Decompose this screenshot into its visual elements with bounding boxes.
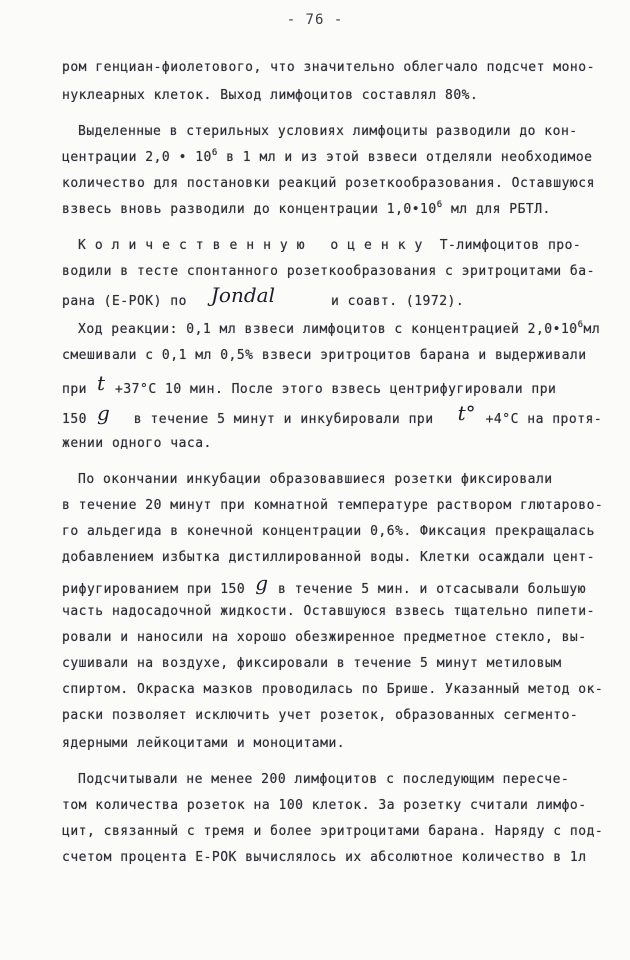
text-line: смешивали с 0,1 мл 0,5% взвеси эритроцитов барана и выдерживали <box>62 348 587 363</box>
text-line <box>62 283 602 310</box>
text-line: количество для постановки реакций розеткообразования. Оставшуюся <box>62 176 595 191</box>
text-fragment: взвесь вновь разводили до концентрации 1,0•10 <box>62 202 437 217</box>
text-fragment: и соавт. (1972). <box>330 294 465 309</box>
text-line: ром генциан-фиолетового, что значительно облегчало подсчет моно- <box>62 60 595 75</box>
text-line: том количества розеток на 100 клеток. За розетку считали лимфо- <box>62 798 587 813</box>
handwritten-symbol: g <box>255 571 268 595</box>
text-line <box>62 571 602 598</box>
handwritten-name: Jondal <box>210 283 275 307</box>
text-line: Выделенные в стерильных условиях лимфоциты разводили до кон- <box>78 124 578 139</box>
text-line: цит, связанный с тремя и более эритроцитами барана. Наряду с под- <box>62 824 604 839</box>
text-line: го альдегида в конечной концентрации 0,6%. Фиксация прекращалась <box>62 524 595 539</box>
text-line: По окончании инкубации образовавшиеся розетки фиксировали <box>78 472 553 487</box>
text-fragment: 150 <box>62 412 87 427</box>
text-line: нуклеарных клеток. Выход лимфоцитов составлял 80%. <box>62 88 479 103</box>
text-line: спиртом. Окраска мазков проводилась по Брише. Указанный метод ок- <box>62 682 604 697</box>
text-fragment: +37°С 10 мин. После этого взвесь центрифугировали при <box>115 382 557 397</box>
text-line: часть надосадочной жидкости. Оставшуюся взвесь тщательно пипети- <box>62 604 595 619</box>
text-line <box>78 322 602 338</box>
text-fragment: +4°С на протя- <box>485 412 603 427</box>
text-fragment: мл <box>583 322 601 337</box>
text-line: жении одного часа. <box>62 436 212 451</box>
text-fragment: мл для РБТЛ. <box>442 202 551 217</box>
text-fragment: Т-лимфоцитов про- <box>431 238 582 253</box>
text-fragment: рифугированием при 150 <box>62 582 246 597</box>
text-line: ядерными лейкоцитами и моноцитами. <box>62 736 346 751</box>
text-line <box>62 401 603 428</box>
page-number: - 76 - <box>286 12 344 28</box>
text-line: Подсчитывали не менее 200 лимфоцитов с последующим пересче- <box>78 772 570 787</box>
text-fragment: центрации 2,0 • 10 <box>62 150 212 165</box>
text-line: сушивали на воздухе, фиксировали в течение 5 минут метиловым <box>62 656 562 671</box>
superscript: 6 <box>436 200 443 210</box>
text-fragment: Ход реакции: 0,1 мл взвеси лимфоцитов с концентрацией 2,0•10 <box>78 322 578 337</box>
text-fragment: в течение 5 минут и инкубировали при <box>133 412 434 427</box>
text-line: раски позволяет исключить учет розеток, образованных сегменто- <box>62 708 579 723</box>
handwritten-symbol: t° <box>457 401 476 425</box>
text-fragment: при <box>62 382 87 397</box>
text-line <box>62 150 602 166</box>
superscript: 6 <box>577 320 584 330</box>
text-fragment: в 1 мл и из этой взвеси отделяли необходимое <box>217 150 593 165</box>
spaced-emphasis: Количественную оценку <box>78 238 432 253</box>
text-line <box>62 371 602 398</box>
text-line: ровали и наносили на хорошо обезжиренное предметное стекло, вы- <box>62 630 587 645</box>
text-line <box>62 202 602 218</box>
text-line <box>78 238 602 254</box>
handwritten-symbol: g <box>96 401 110 425</box>
text-line: добавлением избытка дистиллированной воды. Клетки осаждали цент- <box>62 550 595 565</box>
text-fragment: рана (Е-РОК) по <box>62 294 187 309</box>
text-line: водили в тесте спонтанного розеткообразования с эритроцитами ба- <box>62 264 595 279</box>
superscript: 6 <box>211 148 218 158</box>
text-line: в течение 20 минут при комнатной температуре раствором глютарово- <box>62 498 604 513</box>
text-fragment: в течение 5 мин. и отсасывали большую <box>278 582 587 597</box>
handwritten-symbol: t <box>96 371 106 395</box>
text-line: счетом процента Е-РОК вычислялось их абсолютное количество в 1л <box>62 850 587 865</box>
